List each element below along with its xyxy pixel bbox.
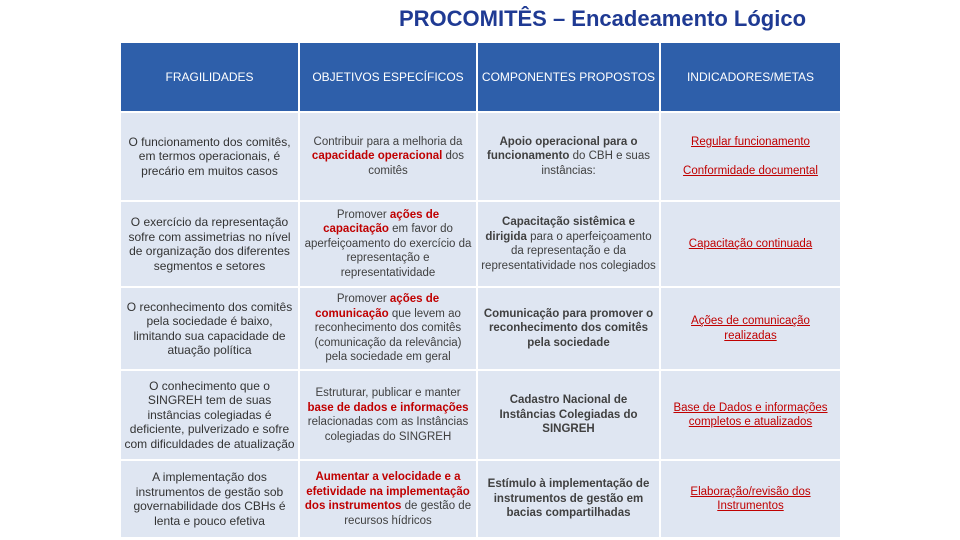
indicador-cell [661, 202, 840, 288]
fragilidade-cell: O exercício da representação sofre com assimetrias no nível de organização dos diferentes segmentos e setores [121, 202, 300, 288]
componente-cell: Estímulo à implementação de instrumentos de gestão em bacias compartilhadas [478, 461, 661, 539]
logic-table [121, 43, 840, 539]
indicator-link[interactable]: Elaboração/revisão dos Instrumentos [690, 485, 811, 512]
indicator-link[interactable]: Regular funcionamento [691, 136, 810, 148]
table-row [121, 461, 840, 539]
header-objetivos: OBJETIVOS ESPECÍFICOS [300, 43, 478, 113]
indicador-cell [661, 113, 840, 202]
fragilidade-cell: A implementação dos instrumentos de gestão sob governabilidade dos CBHs é lenta e pouco efetiva [121, 461, 300, 539]
componente-cell: Apoio operacional para o funcionamento do CBH e suas instâncias: [478, 113, 661, 202]
table-row [121, 202, 840, 288]
componente-cell: Capacitação sistêmica e dirigida para o aperfeiçoamento da representação e da representatividade nos colegiados [478, 202, 661, 288]
objetivo-cell: Aumentar a velocidade e a efetividade na implementação dos instrumentos de gestão de recursos hídricos [300, 461, 478, 539]
header-fragilidades: FRAGILIDADES [121, 43, 300, 113]
fragilidade-cell: O reconhecimento dos comitês pela sociedade é baixo, limitando sua capacidade de atuação política [121, 288, 300, 371]
indicador-cell [661, 288, 840, 371]
objetivo-cell: Promover ações de capacitação em favor do aperfeiçoamento do exercício da representação e representatividade [300, 202, 478, 288]
table-row [121, 288, 840, 371]
header-componentes: COMPONENTES PROPOSTOS [478, 43, 661, 113]
header-indicadores: INDICADORES/METAS [661, 43, 840, 113]
indicator-link[interactable]: Base de Dados e informações completos e atualizados [673, 401, 828, 428]
indicator-link[interactable]: Capacitação continuada [688, 237, 813, 250]
indicator-link[interactable]: Conformidade documental [683, 164, 818, 177]
indicador-cell [661, 461, 840, 539]
table-row [121, 113, 840, 202]
componente-cell: Cadastro Nacional de Instâncias Colegiadas do SINGREH [478, 371, 661, 461]
table-header-row [121, 43, 840, 113]
fragilidade-cell: O funcionamento dos comitês, em termos operacionais, é precário em muitos casos [121, 113, 300, 202]
fragilidade-cell: O conhecimento que o SINGREH tem de suas instâncias colegiadas é deficiente, pulverizado e sofre com dificuldades de atualização [121, 371, 300, 461]
objetivo-cell: Contribuir para a melhoria da capacidade operacional dos comitês [300, 113, 478, 202]
indicator-link[interactable]: Ações de comunicação realizadas [691, 315, 810, 342]
table-row [121, 371, 840, 461]
componente-cell: Comunicação para promover o reconhecimento dos comitês pela sociedade [478, 288, 661, 371]
indicador-cell [661, 371, 840, 461]
objetivo-cell: Promover ações de comunicação que levem ao reconhecimento dos comitês (comunicação da relevância) pela sociedade em geral [300, 288, 478, 371]
page-title: PROCOMITÊS – Encadeamento Lógico [398, 6, 807, 31]
objetivo-cell: Estruturar, publicar e manter base de dados e informações relacionadas com as Instâncias colegiadas do SINGREH [300, 371, 478, 461]
